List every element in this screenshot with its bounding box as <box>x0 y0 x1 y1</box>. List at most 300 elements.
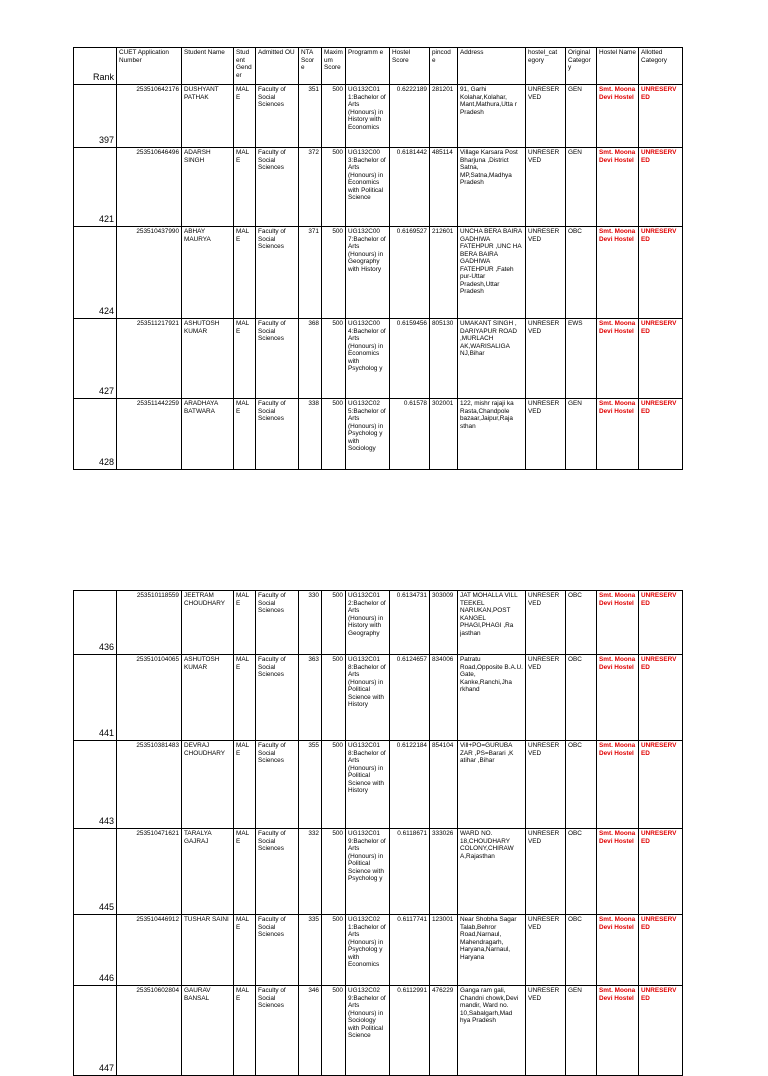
original-category-cell <box>566 148 597 227</box>
cell-text: OBC <box>568 228 582 235</box>
cell-text: UG132C01 8:Bachelor of Arts (Honours) in Political Science with History <box>348 656 386 709</box>
cell-text: 0.6117741 <box>397 916 427 923</box>
pincode-cell <box>430 319 458 399</box>
cell-text: UG132C01 2:Bachelor of Arts (Honours) in History with Geography <box>348 592 386 637</box>
address-cell <box>458 85 526 148</box>
cell-text: Smt. Moona Devi Hostel <box>599 149 636 164</box>
rank-cell: 424 <box>74 227 117 319</box>
original-category-cell <box>566 591 597 655</box>
cell-text: 0.6134731 <box>396 592 427 599</box>
cell-text: 805130 <box>432 320 454 327</box>
admitted-ou-cell <box>256 915 299 986</box>
cell-text: 355 <box>308 742 319 749</box>
original-category-cell <box>566 399 597 470</box>
address-cell <box>458 227 526 319</box>
admitted-ou-cell <box>256 319 299 399</box>
allotted-category-cell <box>639 986 683 1076</box>
pincode-cell <box>430 85 458 148</box>
maximum-score-cell <box>322 655 346 741</box>
cell-text: Smt. Moona Devi Hostel <box>599 592 636 607</box>
hostel-category-cell <box>526 915 566 986</box>
cell-text: Faculty of Social Sciences <box>258 656 286 679</box>
pincode-header: pincod e <box>430 48 458 85</box>
rank-cell: 441 <box>74 655 117 741</box>
pincode-cell <box>430 741 458 829</box>
cell-text: OBC <box>568 916 582 923</box>
student-name-cell <box>182 399 234 470</box>
cell-text: Smt. Moona Devi Hostel <box>599 228 636 243</box>
cell-text: UMAKANT SINGH , DARIYAPUR ROAD ,MURLACH AK,WARISALIGA NJ,Bihar <box>460 320 518 358</box>
address-cell <box>458 319 526 399</box>
pincode-cell <box>430 829 458 915</box>
cell-text: 332 <box>308 830 319 837</box>
hostel-score-cell <box>390 741 430 829</box>
cell-text: 253510437990 <box>136 228 179 235</box>
rank-header: Rank <box>74 48 117 85</box>
cell-text: UG132C01 9:Bachelor of Arts (Honours) in Political Science with Psycholog y <box>348 830 386 883</box>
cell-text: 253510446912 <box>136 916 179 923</box>
cell-text: UNRESER VED <box>528 86 560 101</box>
maximum-score-cell <box>322 85 346 148</box>
allotted-category-cell <box>639 227 683 319</box>
cell-text: GEN <box>568 86 582 93</box>
cell-text: DEVRAJ CHOUDHARY <box>184 742 226 757</box>
cell-text: Smt. Moona Devi Hostel <box>599 987 636 1002</box>
programme-cell <box>346 915 390 986</box>
allotted-category-cell <box>639 829 683 915</box>
rank-cell: 427 <box>74 319 117 399</box>
cell-text: Patratu Road,Opposite B.A.U. Gate, Kanke,Ranchi,Jha rkhand <box>460 656 523 694</box>
pincode-cell <box>430 399 458 470</box>
pincode-cell <box>430 915 458 986</box>
cell-text: UNRESERV ED <box>641 592 677 607</box>
cell-text: 363 <box>308 656 319 663</box>
admitted-ou-cell <box>256 227 299 319</box>
nta-score-cell <box>299 399 322 470</box>
cell-text: UG132C01 1:Bachelor of Arts (Honours) in History with Economics <box>348 86 386 131</box>
application-number-cell <box>117 986 182 1076</box>
allotted-category-cell <box>639 319 683 399</box>
gender-cell <box>234 319 256 399</box>
cell-text: UNRESERV ED <box>641 86 677 101</box>
cell-text: Faculty of Social Sciences <box>258 592 286 615</box>
cell-text: UNRESER VED <box>528 592 560 607</box>
cell-text: 253510642176 <box>136 86 179 93</box>
admitted-ou-cell <box>256 399 299 470</box>
original-category-cell <box>566 741 597 829</box>
cell-text: Faculty of Social Sciences <box>258 400 286 423</box>
cell-text: JAT MOHALLA VILL TEEKEL NARUKAN,POST KANGEL PHAGI,PHAGI ,Ra jasthan <box>460 592 518 637</box>
cell-text: Smt. Moona Devi Hostel <box>599 656 636 671</box>
cell-text: 91, Garhi Kolahar,Kolahar, Mant,Mathura,Utta r Pradesh <box>460 86 517 116</box>
cell-text: 500 <box>332 592 343 599</box>
cell-text: UNRESERV ED <box>641 916 677 931</box>
cell-text: MAL E <box>236 592 249 607</box>
student-name-cell <box>182 655 234 741</box>
hostel-category-cell <box>526 85 566 148</box>
cell-text: UNRESERV ED <box>641 400 677 415</box>
table-row <box>74 741 683 829</box>
cell-text: UNRESER VED <box>528 149 560 164</box>
gender-cell <box>234 85 256 148</box>
cell-text: Faculty of Social Sciences <box>258 987 286 1010</box>
application-number-cell <box>117 741 182 829</box>
address-cell <box>458 986 526 1076</box>
hostel-score-cell <box>390 829 430 915</box>
cell-text: Smt. Moona Devi Hostel <box>599 742 636 757</box>
cell-text: Ganga ram gali, Chandni chowk,Devi mandir, Ward no. 10,Sabalgarh,Mad hya Pradesh <box>460 987 519 1025</box>
cell-text: 338 <box>308 400 319 407</box>
hostel-name-cell <box>597 591 639 655</box>
gender-cell <box>234 655 256 741</box>
original-category-header: Original Categor y <box>566 48 597 85</box>
cell-text: UNRESER VED <box>528 320 560 335</box>
cell-text: 0.6159456 <box>396 320 427 327</box>
rank-cell: 443 <box>74 741 117 829</box>
nta-score-cell <box>299 319 322 399</box>
cell-text: GEN <box>568 400 582 407</box>
maximum-score-cell <box>322 741 346 829</box>
rank-cell: 436 <box>74 591 117 655</box>
admitted-ou-cell <box>256 85 299 148</box>
original-category-cell <box>566 319 597 399</box>
cell-text: MAL E <box>236 987 249 1002</box>
cell-text: 0.61578 <box>403 400 427 407</box>
cell-text: UNRESER VED <box>528 916 560 931</box>
allotted-category-cell <box>639 591 683 655</box>
cell-text: UG132C00 3:Bachelor of Arts (Honours) in Economics with Political Science <box>348 149 386 202</box>
nta-score-cell <box>299 85 322 148</box>
student-name-cell <box>182 227 234 319</box>
cell-text: MAL E <box>236 656 249 671</box>
cell-text: 500 <box>332 400 343 407</box>
cell-text: 485114 <box>432 149 453 156</box>
cell-text: EWS <box>568 320 583 327</box>
pincode-cell <box>430 148 458 227</box>
cell-text: 0.6124657 <box>396 656 427 663</box>
hostel-name-cell <box>597 148 639 227</box>
cell-text: Smt. Moona Devi Hostel <box>599 86 636 101</box>
hostel-score-cell <box>390 655 430 741</box>
programme-cell <box>346 655 390 741</box>
maximum-score-cell <box>322 986 346 1076</box>
student-name-cell <box>182 591 234 655</box>
cell-text: ASHUTOSH KUMAR <box>184 656 220 671</box>
cell-text: UNRESER VED <box>528 228 560 243</box>
hostel-category-cell <box>526 591 566 655</box>
allotted-category-cell <box>639 915 683 986</box>
cell-text: 253510104065 <box>136 656 179 663</box>
cell-text: TARALYA GAJRAJ <box>184 830 212 845</box>
cell-text: UG132C02 9:Bachelor of Arts (Honours) in Sociology with Political Science <box>348 987 386 1040</box>
rank-cell: 447 <box>74 986 117 1076</box>
cell-text: Smt. Moona Devi Hostel <box>599 400 636 415</box>
rank-cell: 445 <box>74 829 117 915</box>
admitted-ou-cell <box>256 986 299 1076</box>
admitted-ou-header: Admitted OU <box>256 48 299 85</box>
cell-text: 0.6222189 <box>396 86 427 93</box>
pincode-cell <box>430 655 458 741</box>
cell-text: MAL E <box>236 830 249 845</box>
maximum-score-cell <box>322 591 346 655</box>
cell-text: 500 <box>332 742 343 749</box>
hostel-name-cell <box>597 319 639 399</box>
hostel-score-cell <box>390 591 430 655</box>
programme-cell <box>346 829 390 915</box>
cell-text: 253510381483 <box>136 742 179 749</box>
cell-text: Faculty of Social Sciences <box>258 228 286 251</box>
application-number-cell <box>117 227 182 319</box>
allotted-category-cell <box>639 148 683 227</box>
nta-score-cell <box>299 829 322 915</box>
student-name-cell <box>182 741 234 829</box>
gender-cell <box>234 148 256 227</box>
cell-text: UG132C02 5:Bachelor of Arts (Honours) in Psycholog y with Sociology <box>348 400 386 453</box>
cell-text: 368 <box>308 320 319 327</box>
address-header: Address <box>458 48 526 85</box>
cell-text: 500 <box>332 228 343 235</box>
allotment-table-page-1 <box>73 47 683 470</box>
cell-text: ARADHAYA BATWARA <box>184 400 218 415</box>
allotted-category-cell <box>639 655 683 741</box>
cell-text: UG132C00 7:Bachelor of Arts (Honours) in Geography with History <box>348 228 386 273</box>
hostel-score-cell <box>390 227 430 319</box>
hostel-name-cell <box>597 655 639 741</box>
hostel-name-cell <box>597 227 639 319</box>
hostel-score-cell <box>390 915 430 986</box>
cell-text: GEN <box>568 987 582 994</box>
hostel-score-header: Hostel Score <box>390 48 430 85</box>
hostel-category-cell <box>526 655 566 741</box>
gender-cell <box>234 399 256 470</box>
original-category-cell <box>566 829 597 915</box>
cell-text: ASHUTOSH KUMAR <box>184 320 220 335</box>
gender-header: Stud ent Gend er <box>234 48 256 85</box>
cell-text: UNRESERV ED <box>641 149 677 164</box>
cell-text: Faculty of Social Sciences <box>258 320 286 343</box>
hostel-category-cell <box>526 829 566 915</box>
cell-text: UNRESERV ED <box>641 742 677 757</box>
cell-text: 476229 <box>432 987 454 994</box>
cell-text: 253511217921 <box>136 320 179 327</box>
table-row <box>74 829 683 915</box>
cell-text: 351 <box>308 86 319 93</box>
application-number-cell <box>117 148 182 227</box>
cell-text: 500 <box>332 987 343 994</box>
cell-text: OBC <box>568 830 582 837</box>
nta-score-cell <box>299 741 322 829</box>
address-cell <box>458 829 526 915</box>
cell-text: 372 <box>308 149 319 156</box>
cell-text: ADARSH SINGH <box>184 149 211 164</box>
cell-text: Vill+PO=GURUBA ZAR ,PS=Barari ,K atihar ,Bihar <box>460 742 514 765</box>
hostel-name-cell <box>597 741 639 829</box>
nta-score-cell <box>299 915 322 986</box>
admitted-ou-cell <box>256 148 299 227</box>
cell-text: 0.6169527 <box>396 228 427 235</box>
rank-cell: 421 <box>74 148 117 227</box>
cell-text: Faculty of Social Sciences <box>258 830 286 853</box>
hostel-score-cell <box>390 85 430 148</box>
pincode-cell <box>430 227 458 319</box>
cell-text: ABHAY MAURYA <box>184 228 211 243</box>
table-row <box>74 148 683 227</box>
cell-text: Smt. Moona Devi Hostel <box>599 916 636 931</box>
cell-text: 834006 <box>432 656 454 663</box>
table-row <box>74 227 683 319</box>
address-cell <box>458 741 526 829</box>
programme-cell <box>346 591 390 655</box>
hostel-category-cell <box>526 319 566 399</box>
cell-text: 253510471621 <box>136 830 179 837</box>
cell-text: 0.6118671 <box>397 830 427 837</box>
cell-text: 500 <box>332 656 343 663</box>
cell-text: Faculty of Social Sciences <box>258 742 286 765</box>
cell-text: 500 <box>332 830 343 837</box>
address-cell <box>458 655 526 741</box>
maximum-score-cell <box>322 319 346 399</box>
cell-text: OBC <box>568 742 582 749</box>
programme-cell <box>346 986 390 1076</box>
maximum-score-cell <box>322 915 346 986</box>
student-name-header: Student Name <box>182 48 234 85</box>
maximum-score-cell <box>322 227 346 319</box>
cell-text: 253510646496 <box>136 149 179 156</box>
header-row <box>74 48 683 85</box>
student-name-cell <box>182 148 234 227</box>
cell-text: 371 <box>308 228 319 235</box>
cell-text: UNRESER VED <box>528 742 560 757</box>
pincode-cell <box>430 986 458 1076</box>
table-row <box>74 591 683 655</box>
cell-text: 123001 <box>432 916 454 923</box>
application-number-cell <box>117 655 182 741</box>
cell-text: 333026 <box>432 830 454 837</box>
cell-text: 854104 <box>432 742 454 749</box>
programme-cell <box>346 227 390 319</box>
table-row <box>74 915 683 986</box>
cell-text: MAL E <box>236 86 249 101</box>
table-row <box>74 655 683 741</box>
cell-text: JEETRAM CHOUDHARY <box>184 592 226 607</box>
cell-text: UNRESERV ED <box>641 228 677 243</box>
rank-cell: 428 <box>74 399 117 470</box>
nta-score-cell <box>299 655 322 741</box>
student-name-cell <box>182 85 234 148</box>
table-row <box>74 319 683 399</box>
cell-text: MAL E <box>236 742 249 757</box>
hostel-name-header: Hostel Name <box>597 48 639 85</box>
application-number-cell <box>117 915 182 986</box>
admitted-ou-cell <box>256 741 299 829</box>
nta-score-cell <box>299 986 322 1076</box>
cell-text: Near Shobha Sagar Talab,Behror Road,Narnaul, Mahendragarh, Haryana,Narnaul, Haryana <box>460 916 517 961</box>
cell-text: 500 <box>332 149 343 156</box>
cell-text: TUSHAR SAINI <box>184 916 229 923</box>
hostel-category-cell <box>526 227 566 319</box>
cell-text: UNRESERV ED <box>641 656 677 671</box>
admitted-ou-cell <box>256 829 299 915</box>
pincode-cell <box>430 591 458 655</box>
cell-text: 0.6122184 <box>396 742 427 749</box>
nta-score-cell <box>299 591 322 655</box>
address-cell <box>458 591 526 655</box>
allotted-category-cell <box>639 399 683 470</box>
hostel-category-header: hostel_cat egory <box>526 48 566 85</box>
hostel-score-cell <box>390 148 430 227</box>
application-number-cell <box>117 85 182 148</box>
cell-text: GEN <box>568 149 582 156</box>
gender-cell <box>234 591 256 655</box>
cell-text: UNRESER VED <box>528 830 560 845</box>
cell-text: UNRESER VED <box>528 987 560 1002</box>
maximum-score-cell <box>322 399 346 470</box>
cell-text: DUSHYANT PATHAK <box>184 86 219 101</box>
cell-text: 346 <box>308 987 319 994</box>
cell-text: MAL E <box>236 916 249 931</box>
cell-text: UNRESER VED <box>528 400 560 415</box>
gender-cell <box>234 986 256 1076</box>
original-category-cell <box>566 85 597 148</box>
cell-text: UNRESERV ED <box>641 987 677 1002</box>
cell-text: MAL E <box>236 228 249 243</box>
hostel-name-cell <box>597 829 639 915</box>
address-cell <box>458 915 526 986</box>
application-number-header: CUET Application Number <box>117 48 182 85</box>
table-row <box>74 399 683 470</box>
table-row <box>74 986 683 1076</box>
address-cell <box>458 399 526 470</box>
hostel-name-cell <box>597 986 639 1076</box>
hostel-score-cell <box>390 986 430 1076</box>
cell-text: 253511442259 <box>136 400 179 407</box>
student-name-cell <box>182 986 234 1076</box>
admitted-ou-cell <box>256 655 299 741</box>
allotted-category-header: Allotted Category <box>639 48 683 85</box>
cell-text: 330 <box>308 592 319 599</box>
application-number-cell <box>117 829 182 915</box>
cell-text: 0.6112991 <box>397 987 427 994</box>
cell-text: 500 <box>332 320 343 327</box>
cell-text: Faculty of Social Sciences <box>258 86 286 109</box>
cell-text: GAURAV BANSAL <box>184 987 211 1002</box>
cell-text: 0.6181442 <box>396 149 427 156</box>
hostel-name-cell <box>597 915 639 986</box>
cell-text: 281201 <box>432 86 454 93</box>
gender-cell <box>234 227 256 319</box>
cell-text: 253510118559 <box>136 592 179 599</box>
rank-cell: 397 <box>74 85 117 148</box>
allotted-category-cell <box>639 741 683 829</box>
cell-text: WARD NO. 18,CHOUDHARY COLONY,CHIRAW A,Rajasthan <box>460 830 514 860</box>
hostel-name-cell <box>597 399 639 470</box>
original-category-cell <box>566 986 597 1076</box>
maximum-score-cell <box>322 829 346 915</box>
cell-text: Village Karsara Post Bharjuna ,District Satna, MP,Satna,Madhya Pradesh <box>460 149 518 187</box>
cell-text: Smt. Moona Devi Hostel <box>599 830 636 845</box>
maximum-score-header: Maxim um Score <box>322 48 346 85</box>
application-number-cell <box>117 591 182 655</box>
cell-text: 335 <box>308 916 319 923</box>
original-category-cell <box>566 227 597 319</box>
cell-text: UG132C00 4:Bachelor of Arts (Honours) in Economics with Psycholog y <box>348 320 386 373</box>
cell-text: UNRESERV ED <box>641 830 677 845</box>
programme-cell <box>346 741 390 829</box>
cell-text: UG132C01 8:Bachelor of Arts (Honours) in Political Science with History <box>348 742 386 795</box>
hostel-score-cell <box>390 319 430 399</box>
cell-text: 303009 <box>432 592 454 599</box>
nta-score-cell <box>299 227 322 319</box>
